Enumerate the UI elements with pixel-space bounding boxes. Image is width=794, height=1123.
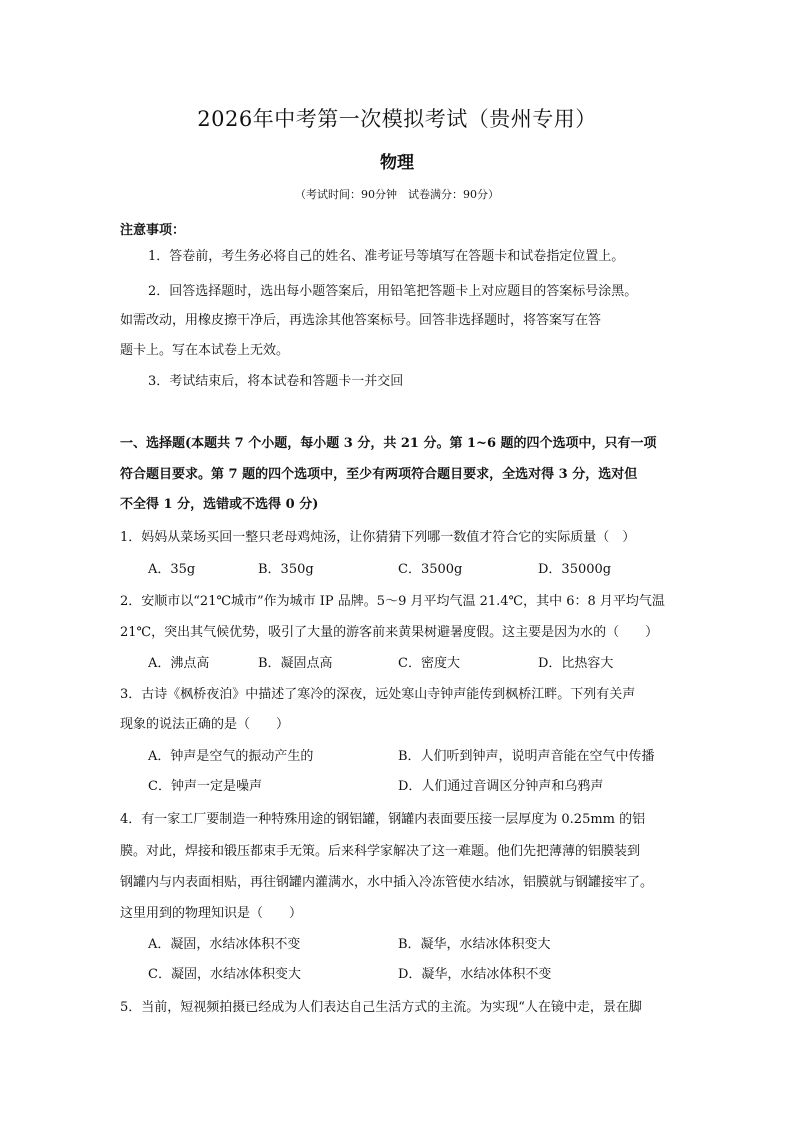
option-d: D．35000g bbox=[538, 562, 612, 577]
question-stem: 1．妈妈从菜场买回一整只老母鸡炖汤，让你猜猜下列哪一数值才符合它的实际质量（ ） bbox=[120, 530, 636, 545]
option-b: B．人们听到钟声，说明声音能在空气中传播 bbox=[398, 749, 655, 764]
question-stem: 这里用到的物理知识是（ ） bbox=[120, 906, 303, 921]
notice-item: 3．考试结束后，将本试卷和答题卡一并交回 bbox=[148, 374, 404, 389]
question-stem: 2．安顺市以“21℃城市”作为城市 IP 品牌。5～9 月平均气温 21.4℃，其中 6：8 月平均气温 bbox=[120, 594, 665, 609]
section-heading: 不全得 1 分，选错或不选得 0 分) bbox=[120, 497, 319, 512]
question-stem: 5．当前，短视频拍摄已经成为人们表达自己生活方式的主流。为实现“人在镜中走，景在脚 bbox=[120, 1000, 642, 1015]
question-stem: 钢罐内与内表面相贴，再往钢罐内灌满水，水中插入冷冻管使水结冰，铝膜就与钢罐接牢了。 bbox=[120, 875, 654, 890]
notice-heading: 注意事项： bbox=[120, 223, 186, 238]
exam-time-info: （考试时间：90分钟 试卷满分：90分） bbox=[295, 188, 499, 201]
option-c: C．钟声一定是噪声 bbox=[148, 779, 262, 794]
option-a: A．凝固，水结冰体积不变 bbox=[148, 937, 301, 952]
notice-item-continued: 如需改动，用橡皮擦干净后，再选涂其他答案标号。回答非选择题时，将答案写在答 bbox=[120, 313, 602, 328]
option-c: C．凝固，水结冰体积变大 bbox=[148, 967, 301, 982]
question-stem: 3．古诗《枫桥夜泊》中描述了寒冷的深夜，远处寒山寺钟声能传到枫桥江畔。下列有关声 bbox=[120, 687, 636, 702]
option-b: B．凝固点高 bbox=[258, 656, 333, 671]
question-stem: 现象的说法正确的是（ ） bbox=[120, 717, 290, 732]
option-a: A．沸点高 bbox=[148, 656, 210, 671]
option-b: B．350g bbox=[258, 562, 314, 577]
option-d: D．人们通过音调区分钟声和乌鸦声 bbox=[398, 779, 604, 794]
question-stem: 膜。对此，焊接和锻压都束手无策。后来科学家解决了这一难题。他们先把薄薄的铝膜装到 bbox=[120, 844, 641, 859]
option-a: A．35g bbox=[148, 562, 196, 577]
subject-title: 物理 bbox=[380, 153, 414, 173]
page-title: 2026年中考第一次模拟考试（贵州专用） bbox=[197, 107, 597, 131]
section-heading: 一、选择题(本题共 7 个小题，每小题 3 分，共 21 分。第 1~6 题的四个选项中，只有一项 bbox=[120, 436, 657, 451]
option-b: B．凝华，水结冰体积变大 bbox=[398, 937, 551, 952]
question-stem: 21℃，突出其气候优势，吸引了大量的游客前来黄果树避暑度假。这主要是因为水的（ ） bbox=[120, 625, 659, 640]
option-d: D．比热容大 bbox=[538, 656, 614, 671]
section-heading: 符合题目要求。第 7 题的四个选项中，至少有两项符合题目要求，全选对得 3 分，选对但 bbox=[120, 467, 638, 482]
notice-item-continued: 题卡上。写在本试卷上无效。 bbox=[120, 343, 290, 358]
option-d: D．凝华，水结冰体积不变 bbox=[398, 967, 552, 982]
notice-item: 1．答卷前，考生务必将自己的姓名、准考证号等填写在答题卡和试卷指定位置上。 bbox=[148, 249, 625, 264]
option-c: C．密度大 bbox=[398, 656, 460, 671]
option-c: C．3500g bbox=[398, 562, 463, 577]
question-stem: 4．有一家工厂要制造一种特殊用途的钢铝罐，钢罐内表面要压接一层厚度为 0.25mm 的铝 bbox=[120, 812, 646, 827]
option-a: A．钟声是空气的振动产生的 bbox=[148, 749, 314, 764]
notice-item: 2．回答选择题时，选出每小题答案后，用铅笔把答题卡上对应题目的答案标号涂黑。 bbox=[148, 284, 638, 299]
